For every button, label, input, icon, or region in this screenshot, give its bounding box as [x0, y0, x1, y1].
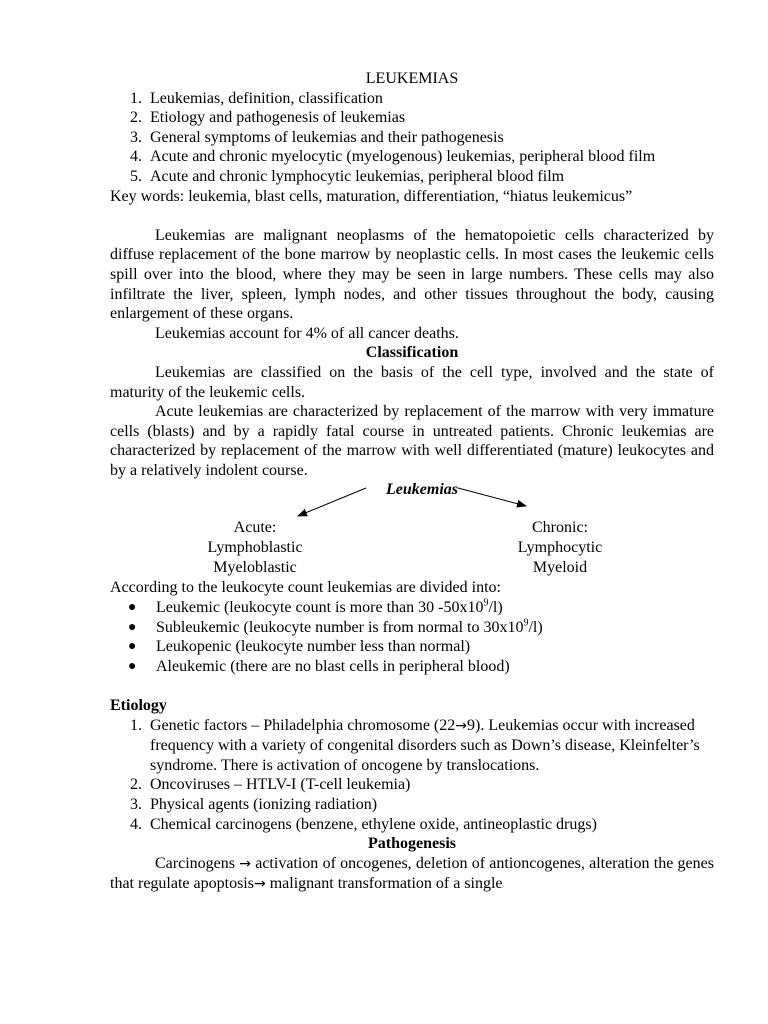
arrow-to-acute: [298, 488, 366, 516]
list-item: [110, 815, 714, 835]
acute-type: Myeloblastic: [213, 559, 297, 577]
list-number: 1.: [130, 716, 142, 734]
list-text: Etiology and pathogenesis of leukemias: [150, 109, 406, 127]
list-item: [110, 618, 714, 638]
bullet-icon: ●: [128, 600, 137, 616]
outline-list: [110, 89, 714, 187]
list-number: 3.: [130, 128, 142, 146]
list-text: Subleukemic (leukocyte number is from normal to $30x10^9/l$): [156, 617, 543, 636]
list-text: Leukemic (leukocyte count is more than 30 $-50x10^9/l$): [156, 597, 503, 617]
bullet-icon: ●: [128, 619, 137, 635]
list-number: 4.: [130, 148, 142, 166]
list-text: Acute and chronic lymphocytic leukemias, peripheral blood film: [150, 167, 565, 185]
list-number: 2.: [130, 109, 142, 127]
page-title: LEUKEMIAS: [365, 70, 459, 87]
chronic-label: Chronic:: [532, 519, 588, 537]
list-number: 5.: [130, 167, 142, 185]
list-text: General symptoms of leukemias and their pathogenesis: [150, 128, 504, 146]
list-text: Oncoviruses – HTLV-I (T-cell leukemia): [150, 776, 411, 794]
list-item: [110, 89, 714, 109]
etiology-list: [110, 716, 714, 835]
count-list: [110, 598, 714, 676]
list-item: [110, 147, 714, 167]
pathogenesis-paragraph: Carcinogens → activation of oncogenes, deletion of antioncogenes, alteration the genes that regulate apoptosis→ malignant transformation of a single: [110, 854, 714, 893]
acute-type: Lymphoblastic: [207, 539, 303, 557]
spacer: [110, 206, 714, 226]
list-item: [110, 775, 714, 795]
chronic-type: Myeloid: [532, 559, 588, 577]
list-text: Physical agents (ionizing radiation): [150, 796, 378, 813]
list-text: Chemical carcinogens (benzene, ethylene oxide, antineoplastic drugs): [150, 815, 597, 833]
chronic-column: [495, 518, 625, 578]
list-item: [110, 637, 714, 657]
diagram-title: Leukemias: [386, 481, 458, 499]
classification-paragraph-2: Acute leukemias are characterized by replacement of the marrow with very immature cells (blasts) and by a rapidly fatal course in untreated patients. Chronic leukemias are characterized by replacement of the marrow with well differentiated (mature) leukocytes and by a relatively indolent course.: [110, 403, 714, 479]
list-text: Leukopenic (leukocyte number less than normal): [156, 638, 471, 656]
acute-label: Acute:: [233, 519, 277, 537]
list-item: [110, 716, 714, 776]
pathogenesis-heading: Pathogenesis: [368, 835, 456, 853]
list-number: 1.: [130, 89, 142, 107]
spacer: [110, 676, 714, 696]
arrow-icon: →: [253, 876, 266, 893]
leukemia-classification-diagram: [110, 480, 714, 578]
classification-heading: Classification: [365, 344, 459, 362]
list-item: [110, 128, 714, 148]
list-text: Aleukemic (there are no blast cells in peripheral blood): [156, 657, 510, 675]
etiology-heading: Etiology: [110, 697, 167, 715]
keywords: Key words: leukemia, blast cells, maturation, differentiation, “hiatus leukemicus”: [110, 187, 633, 205]
list-item: [110, 108, 714, 128]
list-number: 2.: [130, 776, 142, 794]
bullet-icon: ●: [128, 658, 137, 674]
list-number: 3.: [130, 796, 142, 813]
count-intro: According to the leukocyte count leukemias are divided into:: [110, 579, 501, 597]
classification-paragraph: Leukemias are classified on the basis of the cell type, involved and the state of maturity of the leukemic cells.: [110, 363, 714, 401]
list-text: Acute and chronic myelocytic (myelogenous) leukemias, peripheral blood film: [150, 148, 656, 166]
bullet-icon: ●: [128, 639, 137, 655]
list-item: [110, 795, 714, 815]
list-text: Leukemias, definition, classification: [150, 89, 383, 107]
document-body: [110, 69, 714, 895]
list-number: 4.: [130, 815, 142, 833]
chronic-type: Lymphocytic: [517, 539, 603, 557]
arrow-icon: →: [239, 855, 251, 872]
list-text: Genetic factors – Philadelphia chromosome (22→9). Leukemias occur with increased frequency with a variety of congenital disorders such as Down’s disease, Kleinfelter’s syndrome. There is activation of oncogene by translocations.: [150, 716, 700, 774]
intro-paragraph: Leukemias are malignant neoplasms of the hematopoietic cells characterized by diffuse replacement of the bone marrow by neoplastic cells. In most cases the leukemic cells spill over into the blood, where they may be seen in large numbers. These cells may also infiltrate the liver, spleen, lymph nodes, and other tissues throughout the body, causing enlargement of these organs.: [110, 226, 714, 323]
list-item: [110, 167, 714, 187]
list-item: [110, 598, 714, 618]
arrow-icon: →: [455, 717, 467, 734]
intro-paragraph-2: Leukemias account for 4% of all cancer deaths.: [155, 324, 459, 342]
list-item: [110, 657, 714, 677]
acute-column: [190, 518, 320, 578]
